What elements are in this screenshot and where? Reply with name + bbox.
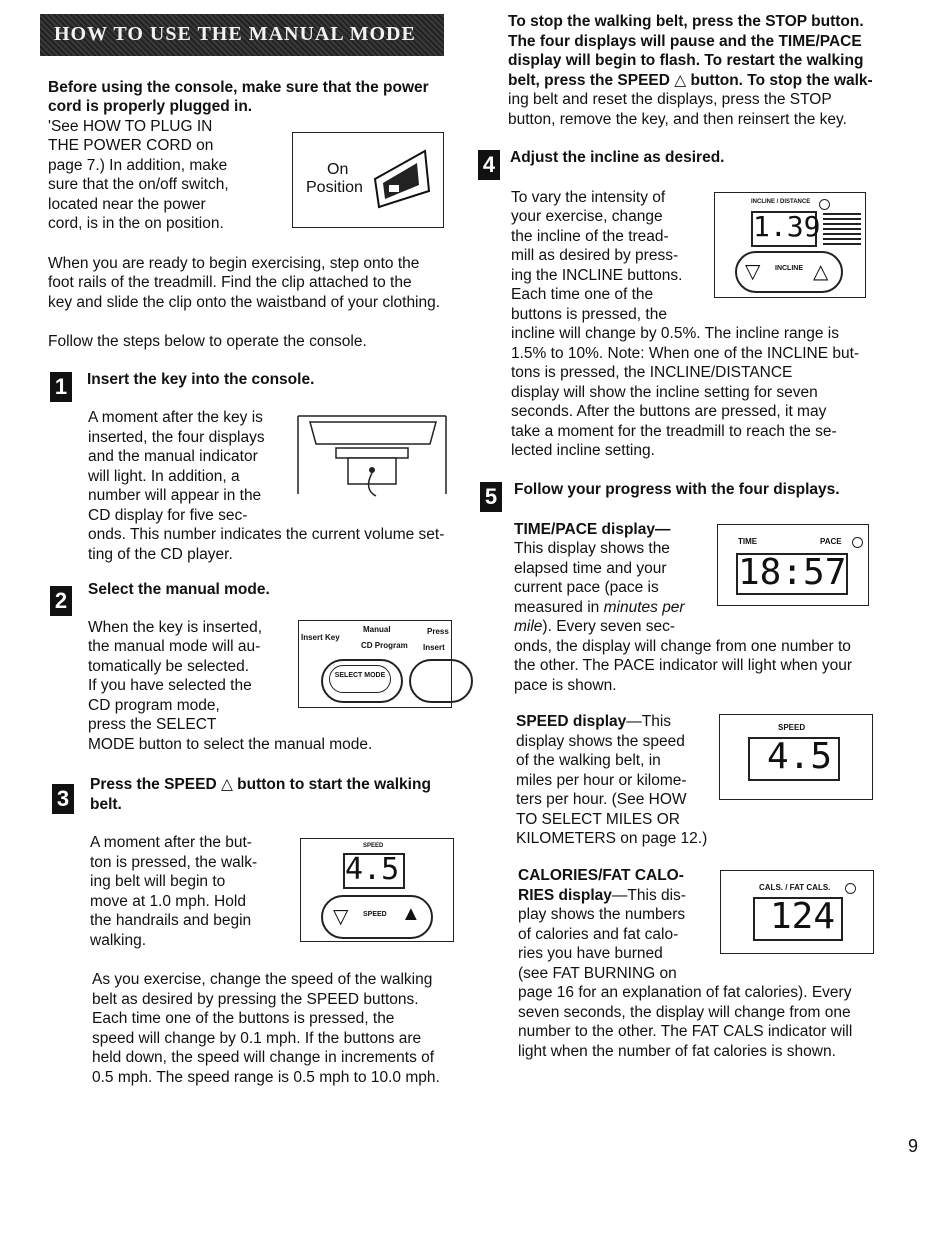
step-text: As you exercise, change the speed of the walking: [92, 971, 433, 988]
intro-line: page 7.) In addition, make: [48, 157, 228, 174]
time-pace-heading: TIME/PACE display—: [514, 521, 671, 538]
calories-lcd: 124: [753, 897, 843, 941]
step-text: held down, the speed will change in increments of: [92, 1049, 435, 1066]
step-text: light when the number of fat calories is shown.: [518, 1043, 836, 1060]
speed-button-label: SPEED: [363, 911, 387, 918]
stop-text: To stop the walking belt, press the STOP button.: [508, 13, 864, 30]
step-text: ton is pressed, the walk-: [90, 854, 258, 871]
speed-buttons[interactable]: [321, 895, 433, 939]
speed-down-icon[interactable]: ▽: [333, 906, 349, 928]
step-text: will light. In addition, a: [88, 468, 240, 485]
step-text: press the SELECT: [88, 716, 217, 733]
step-text: A moment after the but-: [90, 834, 252, 851]
incline-up-icon[interactable]: △: [813, 261, 829, 283]
indicator-icon: [819, 199, 830, 210]
speed-display-label: SPEED: [778, 723, 806, 732]
step-number: 2: [50, 586, 72, 616]
step-text: (see FAT BURNING on: [518, 965, 677, 982]
speed-display-lcd: 4.5: [748, 737, 840, 781]
stop-text: The four displays will pause and the TIME/PACE: [508, 33, 862, 50]
step-text: [514, 617, 675, 637]
title-banner: [40, 14, 444, 56]
stop-text: ing belt and reset the displays, press the STOP: [508, 91, 832, 108]
intro-line: THE POWER CORD on: [48, 137, 214, 154]
step-text: onds. This number indicates the current volume set-: [88, 526, 445, 543]
insert-key-label: Insert Key: [301, 633, 340, 642]
calories-heading: [518, 886, 686, 906]
step-text: the manual mode will au-: [88, 638, 261, 655]
step-text: mill as desired by press-: [511, 247, 679, 264]
select-mode-button[interactable]: [321, 659, 403, 703]
step-text: of calories and fat calo-: [518, 926, 679, 943]
pace-label: PACE: [820, 537, 842, 546]
speed-button-figure: [300, 838, 454, 942]
speed-display-figure: [719, 714, 873, 800]
on-label: On: [327, 161, 349, 178]
step-text: This display shows the: [514, 540, 670, 557]
calories-heading: CALORIES/FAT CALO-: [518, 867, 684, 884]
step-text: elapsed time and your: [514, 560, 667, 577]
stop-text: belt, press the SPEED △ button. To stop the walk-: [508, 72, 873, 89]
step-text: When the key is inserted,: [88, 619, 263, 636]
step-heading: Insert the key into the console.: [87, 371, 315, 388]
step-text: take a moment for the treadmill to reach the se-: [511, 423, 837, 440]
speed-up-icon[interactable]: ▲: [401, 903, 421, 925]
intro-line: foot rails of the treadmill. Find the clip attached to the: [48, 274, 412, 291]
step-text: incline will change by 0.5%. The incline range is: [511, 325, 839, 342]
step-text: seconds. After the buttons are pressed, it may: [511, 403, 827, 420]
step-heading: Follow your progress with the four displays.: [514, 481, 840, 498]
step-number: 1: [50, 372, 72, 402]
position-label: Position: [306, 179, 363, 196]
step-text: 0.5 mph. The speed range is 0.5 mph to 10.0 mph.: [92, 1069, 440, 1086]
text-span: measured in: [514, 599, 604, 616]
text-span: ). Every seven sec-: [542, 618, 676, 635]
stop-text: button, remove the key, and then reinsert the key.: [508, 111, 847, 128]
step-text: move at 1.0 mph. Hold: [90, 893, 246, 910]
step-text: your exercise, change: [511, 208, 663, 225]
speed-fig-label: SPEED: [363, 843, 384, 849]
step-text: [514, 598, 685, 618]
step-text: CD program mode,: [88, 697, 220, 714]
step-text: CD display for five sec-: [88, 507, 248, 524]
switch-icon: [373, 147, 433, 211]
step-text: pace is shown.: [514, 677, 617, 694]
text-span: —This dis-: [611, 887, 686, 904]
step-text: current pace (pace is: [514, 579, 659, 596]
incline-lcd: 1.39: [751, 211, 817, 247]
indicator-icon: [845, 883, 856, 894]
step-text: tons is pressed, the INCLINE/DISTANCE: [511, 364, 793, 381]
intro-line: Follow the steps below to operate the console.: [48, 333, 367, 350]
select-mode-figure: [298, 620, 452, 708]
intro-line: located near the power: [48, 196, 206, 213]
step-text: tomatically be selected.: [88, 658, 250, 675]
adjacent-button: [409, 659, 473, 703]
step-text: ting of the CD player.: [88, 546, 233, 563]
step-number: 4: [478, 150, 500, 180]
indicator-icon: [852, 537, 863, 548]
key-slot-figure: [296, 414, 448, 498]
intro-line: key and slide the clip onto the waistband of your clothing.: [48, 294, 441, 311]
step-number: 3: [52, 784, 74, 814]
press-label: Press: [427, 627, 449, 636]
step-text: belt as desired by pressing the SPEED buttons.: [92, 991, 419, 1008]
step-text: seven seconds, the display will change from one: [518, 1004, 851, 1021]
step-text: KILOMETERS on page 12.): [516, 830, 708, 847]
step-text: and the manual indicator: [88, 448, 258, 465]
text-span: SPEED display: [516, 713, 627, 730]
page-number: 9: [907, 1136, 918, 1156]
text-span: —This: [626, 713, 672, 730]
time-label: TIME: [738, 537, 758, 546]
time-pace-lcd: 18:57: [738, 552, 847, 593]
step-text: the other. The PACE indicator will light when your: [514, 657, 853, 674]
step-text: MODE button to select the manual mode.: [88, 736, 373, 753]
page-title: HOW TO USE THE MANUAL MODE: [54, 23, 416, 45]
step-text: the incline of the tread-: [511, 228, 669, 245]
step-text: ing the INCLINE buttons.: [511, 267, 683, 284]
step-text: inserted, the four displays: [88, 429, 265, 446]
speed-lcd: 4.5: [343, 853, 405, 889]
stop-text: display will begin to flash. To restart the walking: [508, 52, 864, 69]
step-heading: Adjust the incline as desired.: [510, 149, 725, 166]
insert-label: Insert: [423, 643, 445, 652]
indicator-legend: [823, 211, 861, 245]
step-text: ries you have burned: [518, 945, 663, 962]
step-text: 1.5% to 10%. Note: When one of the INCLINE but-: [511, 345, 860, 362]
on-switch-figure: [292, 132, 444, 228]
step-text: number will appear in the: [88, 487, 262, 504]
incline-fig-label: INCLINE / DISTANCE: [751, 199, 811, 205]
step-text: onds, the display will change from one number to: [514, 638, 851, 655]
step-text: To vary the intensity of: [511, 189, 666, 206]
step-text: display will show the incline setting for seven: [511, 384, 818, 401]
select-mode-label: SELECT MODE: [329, 665, 391, 693]
step-text: the handrails and begin: [90, 912, 252, 929]
intro-line: cord is properly plugged in.: [48, 98, 253, 115]
cd-program-label: CD Program: [361, 641, 408, 650]
step-text: of the walking belt, in: [516, 752, 661, 769]
step-text: display shows the speed: [516, 733, 685, 750]
intro-line: Before using the console, make sure that the power: [48, 79, 429, 96]
step-text: speed will change by 0.1 mph. If the buttons are: [92, 1030, 422, 1047]
step-text: play shows the numbers: [518, 906, 686, 923]
step-heading: Press the SPEED △ button to start the walking: [90, 776, 431, 793]
step-text: ing belt will begin to: [90, 873, 226, 890]
calories-figure: [720, 870, 874, 954]
intro-line: When you are ready to begin exercising, step onto the: [48, 255, 420, 272]
step-number: 5: [480, 482, 502, 512]
step-text: buttons is pressed, the: [511, 306, 667, 323]
speed-display-heading: [516, 712, 671, 732]
calories-fig-label: CALS. / FAT CALS.: [759, 883, 831, 892]
emphasis: minutes per: [603, 599, 685, 616]
intro-line: sure that the on/off switch,: [48, 176, 229, 193]
incline-figure: [714, 192, 866, 298]
text-span: RIES display: [518, 887, 612, 904]
step-text: walking.: [90, 932, 146, 949]
step-text: ters per hour. (See HOW: [516, 791, 687, 808]
time-pace-figure: [717, 524, 869, 606]
step-text: Each time one of the buttons is pressed, the: [92, 1010, 395, 1027]
incline-down-icon[interactable]: ▽: [745, 261, 761, 283]
step-text: number to the other. The FAT CALS indicator will: [518, 1023, 853, 1040]
emphasis: mile: [514, 618, 543, 635]
step-heading: Select the manual mode.: [88, 581, 270, 598]
manual-label: Manual: [363, 625, 391, 634]
intro-line: 'See HOW TO PLUG IN: [48, 118, 213, 135]
step-text: A moment after the key is: [88, 409, 263, 426]
step-text: If you have selected the: [88, 677, 252, 694]
step-text: page 16 for an explanation of fat calories). Every: [518, 984, 852, 1001]
step-text: miles per hour or kilome-: [516, 772, 687, 789]
step-text: lected incline setting.: [511, 442, 655, 459]
incline-buttons[interactable]: [735, 251, 843, 293]
step-text: Each time one of the: [511, 286, 654, 303]
incline-button-label: INCLINE: [775, 265, 803, 272]
step-heading: belt.: [90, 796, 122, 813]
step-text: TO SELECT MILES OR: [516, 811, 680, 828]
intro-line: cord, is in the on position.: [48, 215, 224, 232]
